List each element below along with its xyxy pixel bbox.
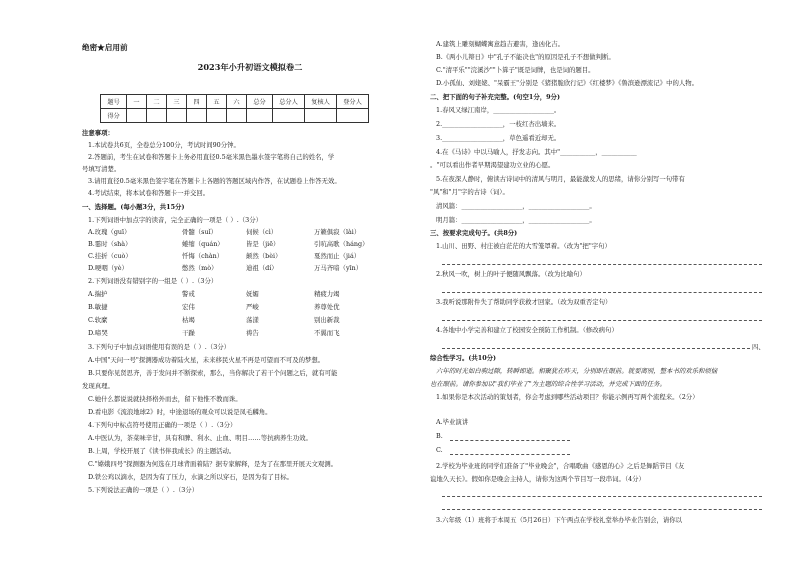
fill-line: 5.在夜深人静时，俯读古诗词中的清风与明月，最能激发人的思绪，请你分别写一句带有 [436, 175, 685, 183]
rewrite-item: 2.秋风一吹，树上的叶子便随风飘落。（改为比喻句） [436, 270, 586, 278]
score-cell [247, 109, 273, 123]
score-cell [337, 109, 369, 123]
answer-line [442, 320, 762, 321]
option-cell: C.挂折（cuò） [88, 252, 132, 260]
fill-line: 明月篇：___________________，___________________。 [436, 216, 596, 224]
fill-line: 4.在《马诗》中以马喻人，抒发志向。其中"___________，___________ [436, 148, 637, 156]
q5-option: A.建筑上雕刻蝴蝶寓意趋吉避害，逢凶化吉。 [436, 40, 565, 48]
option-cell: B.霎时（shà） [88, 240, 132, 248]
score-table [100, 94, 369, 123]
fill-line: "风"和"月"字的古诗（词）。 [430, 188, 509, 196]
option-cell: 祷告 [246, 329, 259, 337]
score-header-cell: 四 [187, 95, 207, 109]
q5-option: B.《两小儿辩日》中"孔子不能决也"的原因是孔子不想做判断。 [436, 53, 615, 61]
question-4-line: A.中医认为，茶菜味辛甘，具有和脾、利水、止血、明目……等抗病养生功效。 [88, 434, 312, 442]
question-2-stem: 2.下列词语没有错别字的一组是（ ）.（3分） [88, 277, 218, 285]
score-cell [227, 109, 247, 123]
section4-q1-c: C. [436, 446, 443, 454]
option-cell: 颠然（bèi） [246, 252, 282, 260]
question-3-line: C.她什么都说说就抉择格外而去，留下他惟不教而诛。 [88, 395, 242, 403]
rewrite-item: 3.我听说那附件失了帮助同学获救才回家。（改为双重否定句） [436, 298, 612, 306]
option-cell: D.哽咽（yè） [88, 264, 128, 272]
section3-title: 三、按要求完成句子。(共8分) [430, 229, 518, 237]
section4-intro: 六年的时光如白驹过隙，转瞬即逝。相聚犹在昨天，分别即在眼前。就要离别，整本书的欢乐和烦恼 [436, 367, 718, 375]
answer-line [442, 348, 750, 349]
exam-title: 2023年小升初语文模拟卷二 [197, 62, 303, 72]
option-cell: 妩媚 [246, 290, 259, 298]
score-cell [127, 109, 147, 123]
question-1-stem: 1.下列词语中加点字的读音，完全正确的一项是（ ）.（3分） [88, 216, 262, 224]
section2-title: 二、把下面的句子补充完整。(句空1分，9分) [430, 93, 560, 101]
option-cell: 别出新裁 [314, 316, 340, 324]
option-cell: 万马齐喑（yīn） [314, 264, 363, 272]
q5-option: C."清平乐""浣溪沙""卜算子"既是词牌，也是词的题目。 [436, 66, 595, 74]
score-header-cell: 二 [147, 95, 167, 109]
score-cell [207, 109, 227, 123]
note-line: 1.本试卷共6页，全卷总分100分，考试时间90分钟。 [88, 141, 240, 149]
question-4-stem: 4.下列句中标点符号使用正确的一项是（ ）.（3分） [88, 421, 237, 429]
fill-line: 。"可以看出作者早期渴望建功立业的心愿。 [430, 161, 555, 169]
score-header-cell: 三 [167, 95, 187, 109]
option-cell: D.啼哭 [88, 329, 108, 337]
score-cell [187, 109, 207, 123]
option-cell: A.揣护 [88, 290, 108, 298]
fill-line: 清风篇：___________________，___________________。 [436, 202, 596, 210]
score-header-cell: 五 [207, 95, 227, 109]
section4-q1-b: B. [436, 432, 443, 440]
score-header-cell: 复核人 [305, 95, 337, 109]
answer-line [450, 454, 570, 455]
section1-title: 一、选择题。(每小题3分，共15分) [82, 203, 185, 211]
question-3-line: B.只要你见贤思齐，善于发问并不断探索，那么，当你解决了若干个问题之后，就有可能 [88, 369, 338, 377]
question-5-stem: 5.下列说法正确的一项是（ ）.（3分） [88, 486, 199, 494]
option-cell: 蜷缩（quán） [182, 240, 224, 248]
option-cell: 精疲力竭 [314, 290, 340, 298]
option-cell: A.玫瑰（guī） [88, 228, 131, 236]
fill-line: 3.___________________，草色遥看近却无。 [436, 134, 561, 142]
question-4-line: B.上周，学校开展了《读书伴我成长》的主题活动。 [88, 447, 236, 455]
option-cell: 引吭高歌（háng） [314, 240, 369, 248]
option-cell: 骨髓（suǐ） [182, 228, 218, 236]
section4-q2: 谊地久天长》。假如你是晚会主持人，请你为这两个节目写一段串词。（4分） [430, 475, 645, 483]
score-header-cell: 登分人 [337, 95, 369, 109]
option-cell: 伺候（cì） [246, 228, 278, 236]
section4-intro: 也在眼前。请你参加以"我们毕业了"为主题的综合性学习活动，并完成下面的任务。 [430, 380, 666, 388]
score-table-header-row [101, 95, 369, 109]
option-cell: 干躁 [182, 329, 195, 337]
question-3-stem: 3.下列句子中加点词语使用有误的是（ ）.（3分） [88, 343, 231, 351]
score-header-cell: 总分人 [273, 95, 305, 109]
score-header-cell: 题号 [101, 95, 127, 109]
score-header-cell: 一 [127, 95, 147, 109]
option-cell: 万籁俱寂（lài） [314, 228, 361, 236]
option-cell: 戛然而止（jiá） [314, 252, 361, 260]
option-cell: 严峻 [246, 303, 259, 311]
option-cell: 憋然（mò） [182, 264, 218, 272]
fill-line: 2.___________________，一枝红杏出墙来。 [436, 120, 561, 128]
score-header-cell: 六 [227, 95, 247, 109]
rewrite-item: 4.各地中小学完善和建立了校园安全预防工作机制。（修改病句） [436, 326, 618, 334]
score-row-label: 得分 [101, 109, 127, 123]
answer-line [442, 509, 762, 510]
score-cell [167, 109, 187, 123]
left-column [82, 0, 418, 562]
section4-q1-a: A.毕业演讲 [436, 418, 469, 426]
option-cell: 迪祖（dí） [246, 264, 278, 272]
question-4-line: D.铁公鸡以滴水，是因为有了压力，水滴之所以穿石，是因为有了目标。 [88, 473, 294, 481]
answer-line [442, 496, 762, 497]
rewrite-item: 1.山川、田野、村庄被白茫茫的大雪笼罩着。（改为"把"字句） [436, 242, 611, 250]
section4-q2: 2.学校为毕业班的同学们准备了"毕业晚会"，合唱歌曲《感恩的心》之后是舞蹈节目《友 [436, 462, 685, 470]
option-cell: 枯竭 [182, 316, 195, 324]
option-cell: B.敏捷 [88, 303, 108, 311]
note-line: 4.考试结束，将本试卷和答题卡一并交回。 [88, 189, 210, 197]
option-cell: 皆是（jiē） [246, 240, 280, 248]
question-3-line: 发现真理。 [82, 382, 114, 390]
question-3-line: A.中国"天问一号"探测器成功着陆火星，未来移民火星不再是可望而不可及的梦想。 [88, 356, 325, 364]
q5-option: D.小孤仙、刘姥姥、"呆霸王"分别是《猪猪脆欣行记》《红楼梦》《鲁滨逊漂流记》中的人物。 [436, 79, 699, 87]
option-cell: 忏悔（chàn） [182, 252, 224, 260]
answer-line [442, 264, 762, 265]
section4-title: 综合性学习。(共10分) [430, 354, 497, 362]
question-3-line: D.看电影《流浪地球2》时，中途退场的观众可以说是凤毛麟角。 [88, 408, 272, 416]
section4-q1: 1.如果你是本次活动的策划者，你会考虑到哪些活动项目？你能示例再写两个流程来。（2分） [436, 393, 699, 401]
score-cell [273, 109, 305, 123]
right-column [430, 0, 770, 562]
option-cell: 不翼而飞 [314, 329, 340, 337]
section4-q3: 3.六年级（1）班将于本周五（5月26日）下午两点在学校礼堂举办毕业告别会，请你以 [436, 516, 683, 524]
score-table-score-row [101, 109, 369, 123]
answer-line [442, 292, 762, 293]
score-cell [147, 109, 167, 123]
section4-number: 四、 [752, 343, 765, 351]
question-4-line: C."嫦娥四号"探测器为何选在月球背面着陆？据专家解释，是为了在那里开展天文观测。 [88, 460, 338, 468]
answer-line [450, 440, 570, 441]
option-cell: 养尊处优 [314, 303, 340, 311]
option-cell: 荡漾 [246, 316, 259, 324]
option-cell: C.软縻 [88, 316, 108, 324]
confidential-mark: 绝密★启用前 [82, 43, 128, 52]
score-cell [305, 109, 337, 123]
option-cell: 警戒 [182, 290, 195, 298]
fill-line: 1.春风又绿江南岸，___________________。 [436, 106, 561, 114]
note-line: 号填写清楚。 [82, 165, 121, 173]
notes-title: 注意事项： [82, 129, 114, 137]
note-line: 3.请用直径0.5毫米黑色签字笔在答题卡上各题的答题区域内作答，在试题卷上作答无效。 [88, 177, 341, 185]
option-cell: 宏伟 [182, 303, 195, 311]
score-header-cell: 总分 [247, 95, 273, 109]
note-line: 2.答题前，考生在试卷和答题卡上务必用直径0.5毫米黑色墨水签字笔将自己的姓名，学 [88, 153, 335, 161]
